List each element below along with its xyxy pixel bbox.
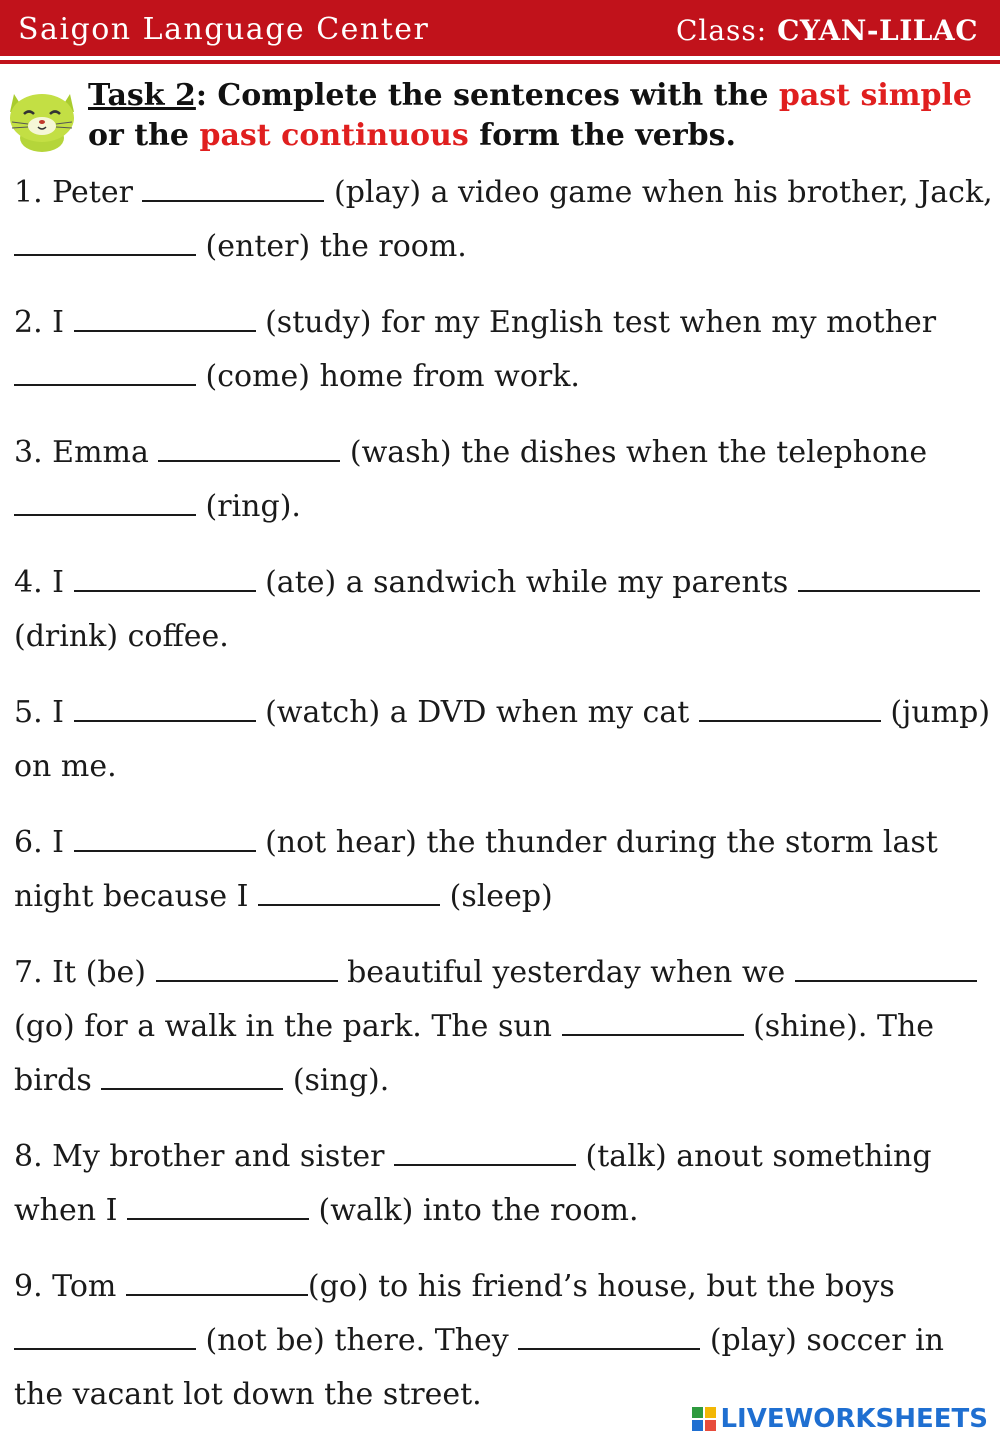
exercise-item <box>14 296 994 404</box>
answer-blank[interactable] <box>74 824 256 852</box>
exercise-text: (not be) there. They <box>196 1323 519 1358</box>
class-name: CYAN-LILAC <box>777 14 978 47</box>
exercise-text: (watch) a DVD when my cat <box>255 695 699 730</box>
exercise-item <box>14 686 994 794</box>
exercise-text: I <box>52 825 74 860</box>
class-label: Class: <box>675 14 768 47</box>
exercise-text: (play) a video game when his brother, Jack, <box>324 175 993 210</box>
liveworksheets-logo <box>692 1404 988 1434</box>
exercise-number: 2. <box>14 305 43 340</box>
answer-blank[interactable] <box>562 1008 744 1036</box>
header-bar <box>0 0 1000 56</box>
exercise-text: (go) to his friend’s house, but the boys <box>307 1269 895 1304</box>
answer-blank[interactable] <box>101 1062 283 1090</box>
answer-blank[interactable] <box>142 174 324 202</box>
liveworksheets-brand: LIVEWORKSHEETS <box>720 1404 988 1434</box>
exercise-item <box>14 1130 994 1238</box>
answer-blank[interactable] <box>14 228 196 256</box>
answer-blank[interactable] <box>394 1138 576 1166</box>
answer-blank[interactable] <box>156 954 338 982</box>
exercise-number: 7. <box>14 955 43 990</box>
answer-blank[interactable] <box>14 358 196 386</box>
school-name: Saigon Language Center <box>18 12 430 47</box>
exercise-number: 3. <box>14 435 43 470</box>
answer-blank[interactable] <box>74 564 256 592</box>
exercise-text: beautiful yesterday when we <box>337 955 795 990</box>
exercise-text: I <box>52 305 74 340</box>
exercise-item <box>14 166 994 274</box>
exercise-text: (enter) the room. <box>196 229 467 264</box>
exercise-text: (sleep) <box>440 879 553 914</box>
answer-blank[interactable] <box>14 488 196 516</box>
exercise-text: (shine). The birds <box>14 1009 935 1098</box>
exercise-text: Peter <box>52 175 143 210</box>
answer-blank[interactable] <box>158 434 340 462</box>
answer-blank[interactable] <box>127 1192 309 1220</box>
answer-blank[interactable] <box>518 1322 700 1350</box>
exercise-item <box>14 946 994 1108</box>
exercise-item <box>14 556 994 664</box>
exercise-text: (jump) on me. <box>14 695 991 784</box>
exercise-text: (come) home from work. <box>196 359 580 394</box>
exercise-text: I <box>52 565 74 600</box>
exercise-list <box>14 166 994 1444</box>
answer-blank[interactable] <box>126 1268 308 1296</box>
exercise-number: 1. <box>14 175 43 210</box>
exercise-text: (wash) the dishes when the telephone <box>340 435 928 470</box>
exercise-text: (walk) into the room. <box>309 1193 639 1228</box>
exercise-text: (not hear) the thunder during the storm last night because I <box>14 825 938 914</box>
task-label: Task 2 <box>88 78 196 113</box>
answer-blank[interactable] <box>258 878 440 906</box>
exercise-text: (ring). <box>196 489 301 524</box>
task-highlight-past-simple: past simple <box>778 78 972 113</box>
exercise-number: 6. <box>14 825 43 860</box>
answer-blank[interactable] <box>74 694 256 722</box>
exercise-text: I <box>52 695 74 730</box>
task-text: form the verbs. <box>468 118 736 153</box>
exercise-text: (ate) a sandwich while my parents <box>255 565 798 600</box>
exercise-text: (drink) coffee. <box>14 619 229 654</box>
exercise-item <box>14 426 994 534</box>
exercise-item <box>14 1260 994 1422</box>
task-text: : Complete the sentences with the <box>195 78 779 113</box>
liveworksheets-mark-icon <box>692 1407 716 1431</box>
exercise-text: Tom <box>52 1269 126 1304</box>
exercise-text: Emma <box>52 435 159 470</box>
class-info <box>676 14 978 47</box>
exercise-text: (talk) anout something when I <box>14 1139 932 1228</box>
exercise-text: It (be) <box>52 955 156 990</box>
answer-blank[interactable] <box>795 954 977 982</box>
task-instructions <box>88 76 988 156</box>
exercise-number: 9. <box>14 1269 43 1304</box>
answer-blank[interactable] <box>699 694 881 722</box>
exercise-text: (play) soccer in the vacant lot down the street. <box>14 1323 945 1412</box>
task-text: or the <box>88 118 200 153</box>
exercise-text: (go) for a walk in the park. The sun <box>14 1009 562 1044</box>
cat-mascot-icon <box>2 76 82 156</box>
header-divider <box>0 60 1000 64</box>
exercise-item <box>14 816 994 924</box>
task-highlight-past-continuous: past continuous <box>199 118 469 153</box>
answer-blank[interactable] <box>798 564 980 592</box>
exercise-number: 4. <box>14 565 43 600</box>
exercise-number: 8. <box>14 1139 43 1174</box>
exercise-text: (study) for my English test when my mother <box>255 305 937 340</box>
exercise-text: (sing). <box>283 1063 390 1098</box>
answer-blank[interactable] <box>74 304 256 332</box>
exercise-text: My brother and sister <box>52 1139 395 1174</box>
answer-blank[interactable] <box>14 1322 196 1350</box>
exercise-number: 5. <box>14 695 43 730</box>
